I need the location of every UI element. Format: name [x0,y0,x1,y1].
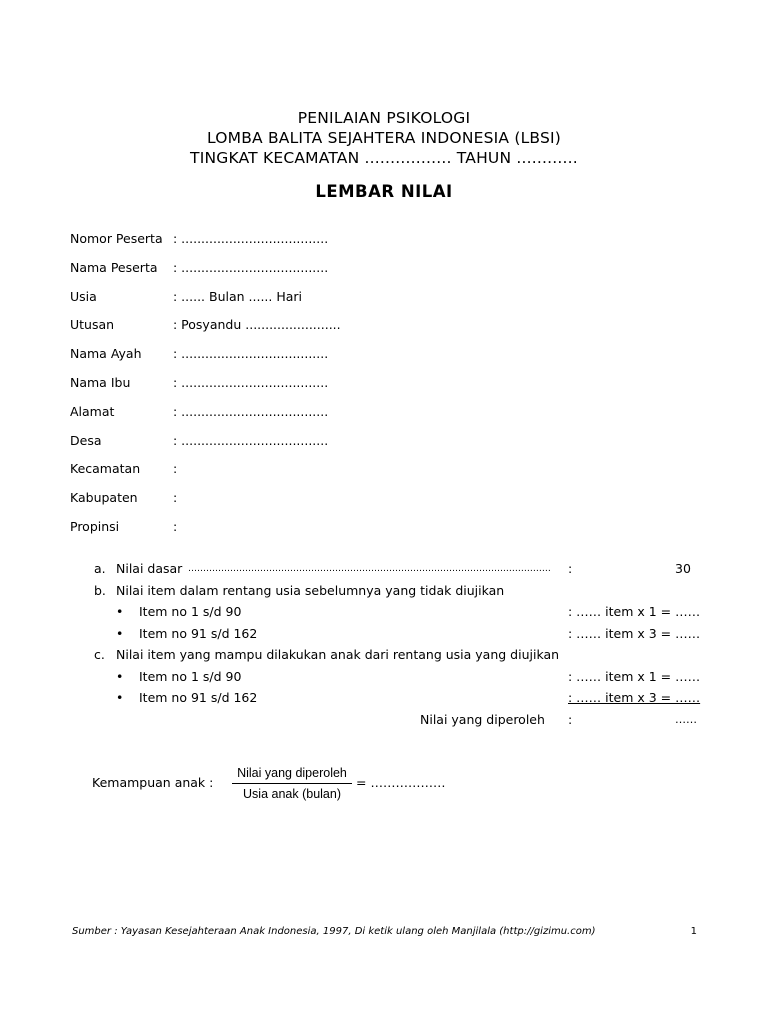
field-nama-peserta [70,259,690,288]
formula-denominator: Usia anak (bulan) [243,787,341,801]
list-marker: a. [94,561,106,576]
field-value: : [173,490,178,506]
field-label: Kabupaten [70,490,138,506]
field-kabupaten [70,489,690,518]
document-header [0,108,768,168]
field-label: Nama Peserta [70,259,158,275]
field-alamat [70,403,690,432]
field-value: : ..................................... [173,432,329,448]
participant-fields [70,230,690,547]
bullet-icon: • [116,690,124,705]
field-propinsi [70,518,690,547]
field-value: : ..................................... [173,346,329,362]
score-label: Nilai dasar [116,561,183,576]
score-total [70,711,710,733]
field-value: : ...... Bulan ...... Hari [173,288,303,304]
bullet-icon: • [116,604,124,619]
item-label: Item no 1 s/d 90 [139,604,242,619]
header-line-1: PENILAIAN PSIKOLOGI [297,109,471,127]
field-value: : Posyandu ........................ [173,317,341,333]
item-label: Item no 91 s/d 162 [139,690,258,705]
field-label: Desa [70,432,102,448]
score-item-c1 [70,668,710,690]
formula-fraction [232,764,352,803]
score-label: Nilai item yang mampu dilakukan anak dari rentang usia yang diujikan [116,647,560,662]
score-item-c2 [70,689,710,711]
item-calculation: : …… item x 1 = …… [568,604,701,619]
field-value: : [173,461,178,477]
field-label: Propinsi [70,518,120,534]
score-value: 30 [675,561,691,576]
score-colon: : [568,561,573,576]
item-label: Item no 1 s/d 90 [139,668,242,684]
score-row-b [70,582,710,604]
field-label: Kecamatan [70,461,141,477]
field-utusan [70,316,690,345]
score-row-c [70,646,710,668]
fraction-bar [232,783,352,784]
field-desa [70,432,690,461]
field-label: Nama Ayah [70,346,142,362]
field-label: Alamat [70,403,115,419]
score-label: Nilai item dalam rentang usia sebelumnya yang tidak diujikan [116,582,505,598]
field-value: : [173,518,178,534]
field-label: Usia [70,288,97,304]
item-calculation: : …… item x 3 = …… [568,690,701,705]
field-value: : ..................................... [173,403,329,419]
score-item-b2 [70,625,710,647]
dot-leader: …………………………………………………………………………………………….…………… [188,564,551,574]
score-item-b1 [70,603,710,625]
score-row-a [70,560,710,582]
ability-formula [92,764,592,804]
page-title: LEMBAR NILAI [315,182,453,201]
field-label: Nama Ibu [70,374,131,390]
score-section [70,560,710,732]
field-value: : ..................................... [173,374,329,390]
item-calculation: : …… item x 1 = …… [568,668,701,684]
bullet-icon: • [116,668,124,684]
item-label: Item no 91 s/d 162 [139,625,258,641]
total-colon: : [568,711,573,727]
formula-label: Kemampuan anak : [92,775,214,790]
field-nama-ayah [70,345,690,374]
header-line-3: TINGKAT KECAMATAN ................. TAHUN ............ [190,149,578,167]
list-marker: c. [94,647,105,662]
page-number: 1 [690,926,697,937]
total-value: …… [675,712,697,726]
source-note: Sumber : Yayasan Kesejahteraan Anak Indonesia, 1997, Di ketik ulang oleh Manjilala (http://gizimu.com) [72,926,596,937]
field-value: : ..................................... [173,259,329,275]
field-usia [70,288,690,317]
total-label: Nilai yang diperoleh [420,711,545,727]
field-label: Utusan [70,317,115,333]
field-nomor-peserta [70,230,690,259]
formula-result: = ……………… [356,775,446,790]
field-kecamatan [70,460,690,489]
field-label: Nomor Peserta [70,231,163,246]
bullet-icon: • [116,625,124,641]
header-line-2: LOMBA BALITA SEJAHTERA INDONESIA (LBSI) [206,129,562,147]
formula-numerator: Nilai yang diperoleh [237,766,347,780]
field-value: : ..................................... [173,231,329,246]
field-nama-ibu [70,374,690,403]
item-calculation: : …… item x 3 = …… [568,625,701,641]
list-marker: b. [94,582,106,598]
